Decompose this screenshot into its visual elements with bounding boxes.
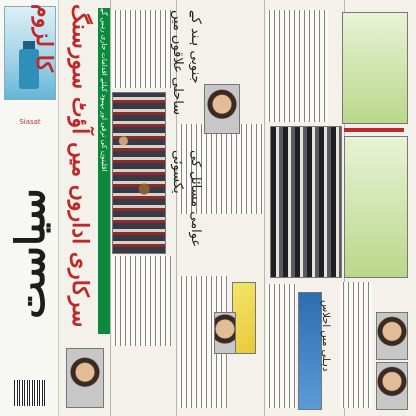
portrait-photo [376, 362, 408, 410]
green-advertisement [342, 12, 408, 124]
column-rule [110, 0, 111, 416]
third-headline: عوامی مسائل کی یکسوئی [170, 150, 203, 248]
article-text [112, 256, 172, 346]
side-headline: دہلی میں اجلاس [320, 300, 331, 372]
article-text [266, 284, 296, 408]
portrait-photo [214, 312, 236, 354]
green-banner: اقلیتوں کی ترقی اور بہبود کیلئے اقدامات جاری رہیں گے [98, 8, 110, 334]
second-headline: جنوبی ہند کے ساحلی علاقوں میں [170, 10, 203, 116]
column-rule [264, 0, 265, 416]
red-divider [344, 128, 404, 132]
article-text [266, 10, 328, 122]
lead-headline: سرکاری اداروں میں آؤٹ سورسنگ کا لزوم [31, 4, 93, 328]
article-text [340, 282, 372, 408]
article-text [112, 10, 172, 88]
masthead-title-text: سیاست [6, 187, 54, 319]
crowd-photo [112, 92, 166, 254]
portrait-photo [66, 348, 104, 408]
event-photo [270, 126, 342, 278]
product-advertisement [344, 136, 408, 278]
masthead-title [4, 128, 56, 378]
barcode [14, 380, 46, 406]
masthead-tagline: Siasat [19, 118, 41, 126]
portrait-photo [376, 312, 408, 360]
portrait-photo [204, 84, 240, 134]
